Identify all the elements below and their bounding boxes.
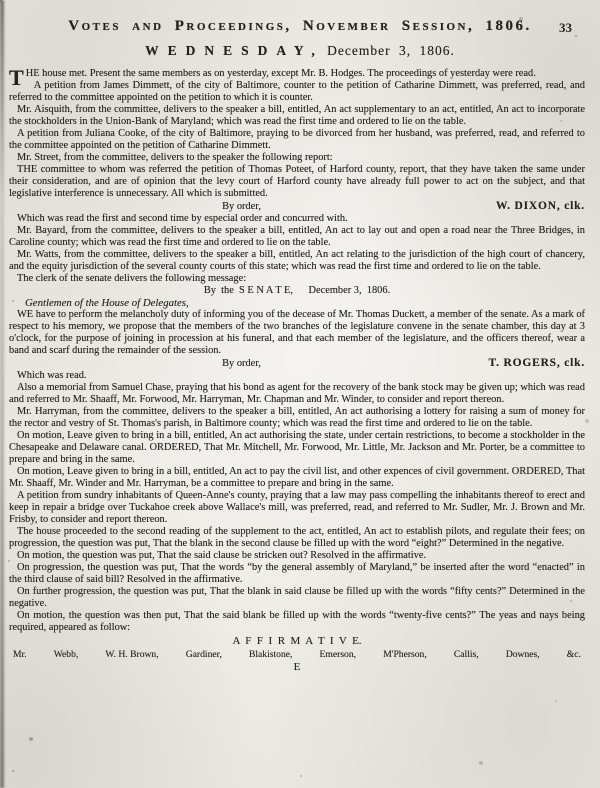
voter-name: Downes, (505, 649, 540, 660)
voter-name: Gardiner, (185, 649, 222, 660)
paragraph: Which was read. (17, 370, 87, 381)
paragraph: A petition from James Dimmett, of the city of Baltimore, counter to the petition of Catharine Dimmett, was preferred, read, and referred to the committee appointed on the petition to which it is counter. (9, 80, 585, 103)
paragraph: Mr. Street, from the committee, delivers to the speaker the following report: (17, 152, 333, 163)
page-title: Votes and Proceedings, November Session, 1806. (68, 18, 532, 34)
voter-name: Callis, (453, 649, 479, 660)
paragraph: The clerk of the senate delivers the following message: (17, 273, 247, 284)
voter-name: Emerson, (319, 649, 357, 660)
by-order-label: By order, (222, 358, 261, 369)
paragraph: Mr. Watts, from the committee, delivers to the speaker a bill, entitled, An act relating to the jurisdiction of the high court of chancery, and the equity jurisdiction of the several county courts of this state; which was read the first time and ordered to lie on the table. (9, 249, 585, 272)
voter-name: M'Pherson, (383, 649, 427, 660)
voter-name: Mr. (13, 649, 27, 660)
paragraph: On motion, the question was put, That the said clause be stricken out? Resolved in the affirmative. (17, 550, 427, 561)
paragraph: On progression, the question was put, That the words “by the general assembly of Maryland,” be inserted after the word “enacted” in the third clause of said bill? Resolved in the affirmative. (9, 562, 585, 585)
paragraph: Mr. Aisquith, from the committee, delivers to the speaker a bill, entitled, An act supplementary to an act, entitled, An act to incorporate the stockholders in the Union-Bank of Maryland; which was read the first time and ordered to lie on the table. (9, 104, 585, 127)
paragraph: WE have to perform the melancholy duty of informing you of the decease of Mr. Thomas Duckett, a member of the senate. As a mark of respect to his memory, we propose that the members of the two branches of the legislature convene in the senate chamber, this day at 3 o'clock, for the purpose of joining in procession at his funeral, and that each member of the legislature, and the officers thereof, wear a band and scarf during the remainder of the session. (9, 309, 585, 356)
drop-cap: T (9, 65, 24, 90)
byline-line (9, 200, 585, 213)
voter-name: Blakistone, (248, 649, 293, 660)
dateline (0, 43, 600, 59)
paragraph: A petition from sundry inhabitants of Queen-Anne's county, praying that a law may pass compelling the inhabitants thereof to erect and keep in repair a bridge over Tuckahoe creek above Wallace's mill, was preferred, read, and referred to Mr. Sudler, Mr. J. Brown and Mr. Frisby, to consider and report thereon. (9, 490, 585, 525)
page-header (0, 0, 600, 59)
by-order-label: By order, (222, 201, 261, 212)
paragraph: THE committee to whom was referred the petition of Thomas Poteet, of Harford county, report, that they have taken the same under their consideration, and are of opinion that the levy court of Harford county have already full power to act on the subject, and that legislative interference is unnecessary. All which is submitted. (9, 164, 585, 199)
paragraph: On motion, the question was then put, That the said blank be filled up with the words “twenty-five cents?” The yeas and nays being required, appeared as follow: (9, 610, 585, 633)
paragraph: Which was read the first and second time by especial order and concurred with. (17, 213, 348, 224)
paragraph: The house proceeded to the second reading of the supplement to the act, entitled, An act to establish pilots, and regulate their fees; on progression, the question was put, That the blank in the second clause be filled up with the word “eight?” Determined in the negative. (9, 526, 585, 549)
paragraph: On motion, Leave given to bring in a bill, entitled, An act authorising the state, under certain restrictions, to become a stockholder in the Chesapeake and Delaware canal. ORDERED, That Mr. Mitchell, Mr. Forwood, Mr. Little, Mr. Jackson and Mr. Porter, be a committee to prepare and bring in the same. (9, 430, 585, 465)
paragraph: Mr. Bayard, from the committee, delivers to the speaker a bill, entitled, An act to lay out and open a road near the Three Bridges, in Caroline county; which was read the first time and ordered to lie on the table. (9, 225, 585, 248)
voter-name: &c. (566, 649, 581, 660)
dateline-date: December 3, 1806. (327, 43, 455, 58)
dateline-day: WEDNESDAY, (145, 43, 324, 58)
clerk-signature: T. ROGERS, clk. (488, 357, 585, 369)
paragraph: On motion, Leave given to bring in a bill, entitled, An act to pay the civil list, and other expences of civil government. ORDERED, That Mr. Shaaff, Mr. Winder and Mr. Harryman, be a committee to prepare and bring in the same. (9, 466, 585, 489)
center-line: By the S E N A T E, December 3, 1806. (203, 285, 391, 296)
salutation-line: Gentlemen of the House of Delegates, (25, 297, 189, 309)
paragraph-list (0, 65, 600, 673)
voter-name: Webb, (53, 649, 79, 660)
catchword-line: E (293, 661, 301, 673)
paragraph: A petition from Juliana Cooke, of the city of Baltimore, praying to be divorced from her husband, was preferred, read, and referred to the committee appointed on the petition of Catharine Dimmett. (9, 128, 585, 151)
paragraph: Also a memorial from Samuel Chase, praying that his bond as agent for the recovery of the bank stock may be given up; which was read and referred to Mr. Shaaff, Mr. Forwood, Mr. Harryman, Mr. Chapman and Mr. Winder, to consider and report thereon. (9, 382, 585, 405)
heading-line: A F F I R M A T I V E. (232, 635, 362, 647)
clerk-signature: W. DIXON, clk. (495, 200, 585, 212)
voter-name: W. H. Brown, (105, 649, 159, 660)
byline-line (9, 357, 585, 370)
paragraph: Mr. Harryman, from the committee, delivers to the speaker a bill, entitled, An act authorising a lottery for raising a sum of money for the rector and vestry of St. Thomas's parish, in Baltimore county; which was read the first time and ordered to lie on the table. (9, 406, 585, 429)
paragraph: THE house met. Present the same members as on yesterday, except Mr. B. Hodges. The proceedings of yesterday were read. (9, 65, 536, 90)
names-line (9, 649, 585, 661)
page-number: 33 (559, 20, 572, 35)
paragraph: On further progression, the question was put, That the blank in said clause be filled up with the words “fifty cents?” Determined in the negative. (9, 586, 585, 609)
scan-edge-shadow (0, 0, 4, 788)
